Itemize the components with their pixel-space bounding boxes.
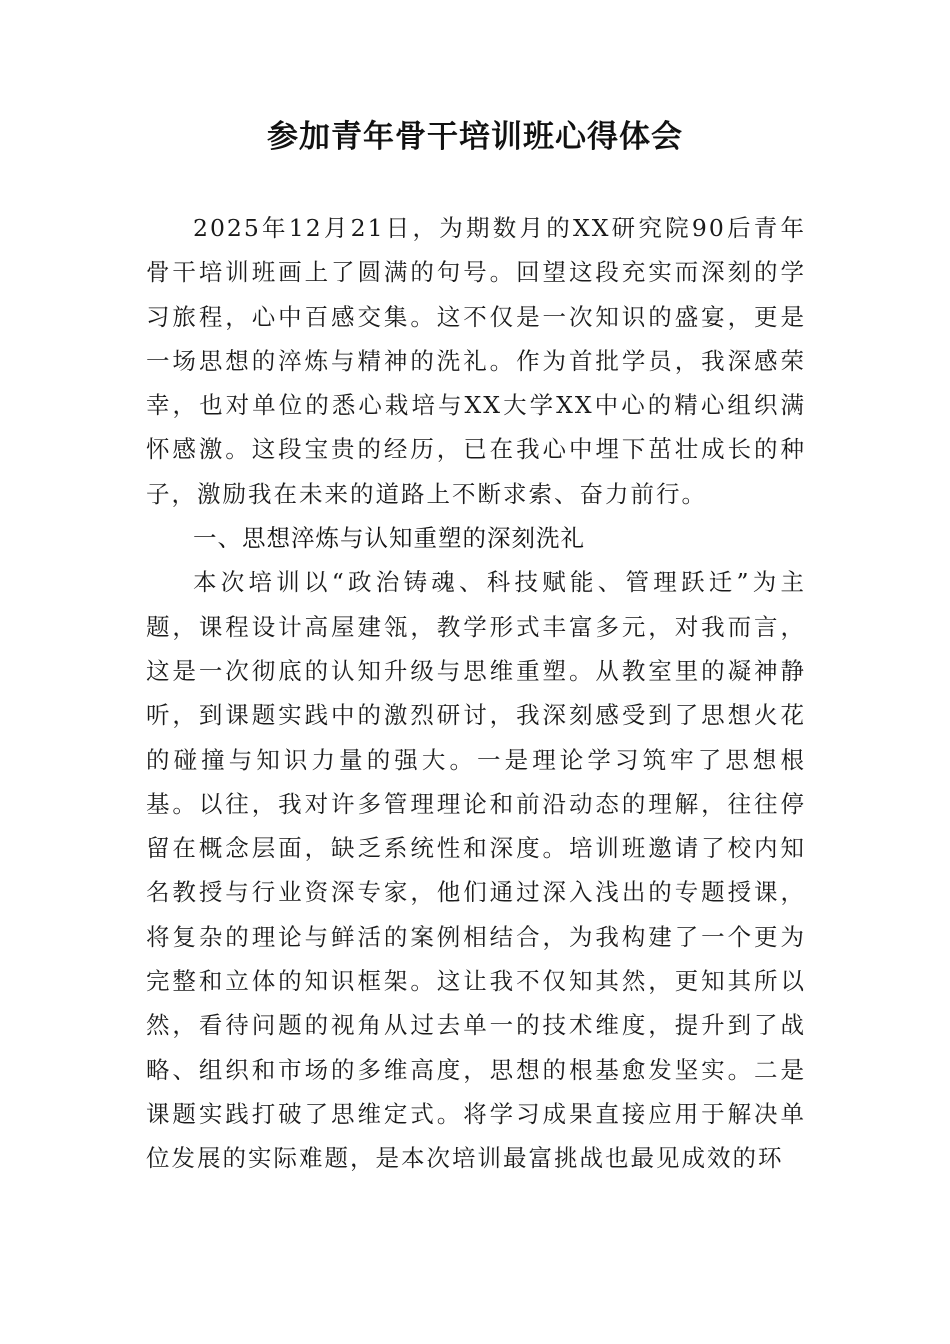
document-title: 参加青年骨干培训班心得体会 [267, 119, 683, 155]
document-body [146, 206, 806, 1181]
section-heading-1: 一、思想淬炼与认知重塑的深刻洗礼 [193, 524, 585, 553]
intro-paragraph: 2025年12月21日，为期数月的XX研究院90后青年骨干培训班画上了圆满的句号。回望这段充实而深刻的学习旅程，心中百感交集。这不仅是一次知识的盛宴，更是一场思想的淬炼与精神的洗礼。作为首批学员，我深感荣幸，也对单位的悉心栽培与XX大学XX中心的精心组织满怀感激。这段宝贵的经历，已在我心中埋下茁壮成长的种子，激励我在未来的道路上不断求索、奋力前行。 [146, 214, 806, 508]
section-1-paragraph: 本次培训以“政治铸魂、科技赋能、管理跃迁”为主题，课程设计高屋建瓴，教学形式丰富多元，对我而言，这是一次彻底的认知升级与思维重塑。从教室里的凝神静听，到课题实践中的激烈研讨，我深刻感受到了思想火花的碰撞与知识力量的强大。一是理论学习筑牢了思想根基。以往，我对许多管理理论和前沿动态的理解，往往停留在概念层面，缺乏系统性和深度。培训班邀请了校内知名教授与行业资深专家，他们通过深入浅出的专题授课，将复杂的理论与鲜活的案例相结合，为我构建了一个更为完整和立体的知识框架。这让我不仅知其然，更知其所以然，看待问题的视角从过去单一的技术维度，提升到了战略、组织和市场的多维高度，思想的根基愈发坚实。二是课题实践打破了思维定式。将学习成果直接应用于解决单位发展的实际难题，是本次培训最富挑战也最见成效的环 [146, 568, 806, 1173]
